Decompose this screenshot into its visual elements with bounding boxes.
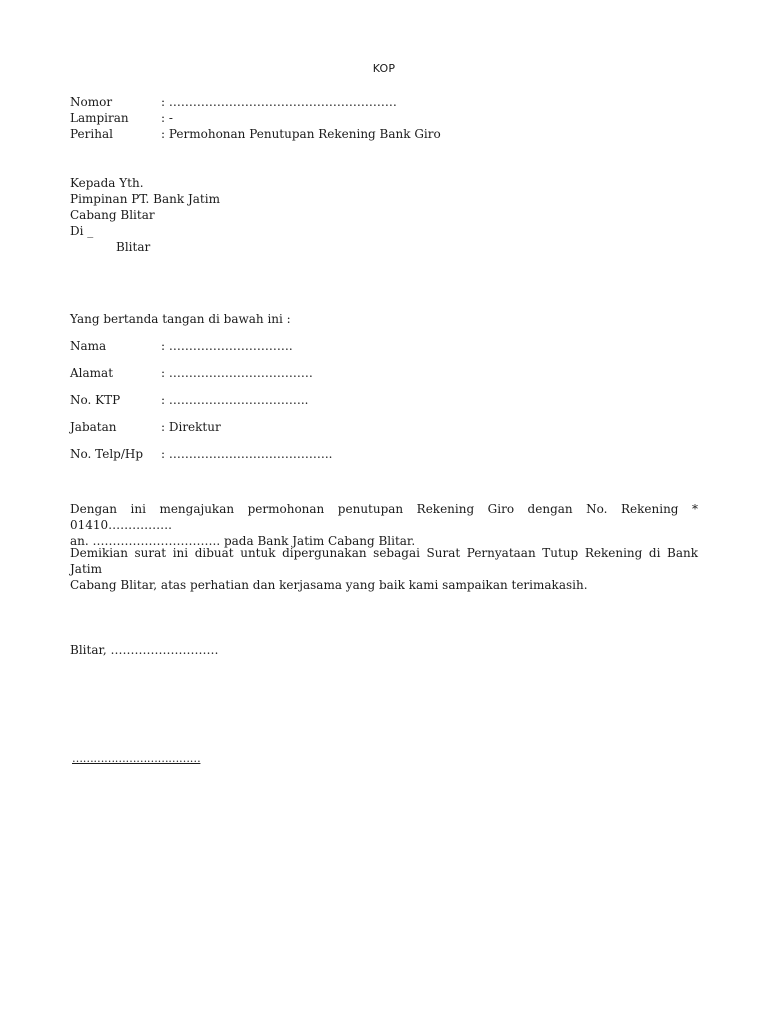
signature-line: ……………………………… — [72, 752, 201, 765]
ktp-label: No. KTP — [70, 393, 121, 407]
alamat-row — [70, 365, 313, 381]
alamat-label: Alamat — [70, 366, 114, 380]
telp-label: No. Telp/Hp — [70, 447, 144, 461]
nama-row — [70, 338, 293, 354]
request-paragraph — [70, 501, 698, 549]
telp-row — [70, 446, 333, 462]
ktp-row — [70, 392, 309, 408]
nomor-label: Nomor — [70, 95, 113, 109]
closing-paragraph-line-1: Demikian surat ini dibuat untuk dipergunakan sebagai Surat Pernyataan Tutup Rekening di Bank Jatim — [70, 546, 698, 576]
address-line-3: Cabang Blitar — [70, 208, 155, 222]
request-paragraph-line-1: Dengan ini mengajukan permohonan penutupan Rekening Giro dengan No. Rekening * 01410……………. — [70, 502, 698, 532]
intro-text: Yang bertanda tangan di bawah ini : — [70, 312, 291, 326]
nama-label: Nama — [70, 339, 107, 353]
nomor-row — [70, 94, 397, 110]
telp-value: : ………………………………….. — [161, 447, 333, 461]
lampiran-label: Lampiran — [70, 111, 129, 125]
address-line-5: Blitar — [116, 240, 151, 254]
lampiran-row — [70, 110, 173, 126]
lampiran-value: : - — [161, 111, 173, 125]
address-line-1: Kepada Yth. — [70, 176, 144, 190]
ktp-value: : …………………………….. — [161, 393, 309, 407]
jabatan-label: Jabatan — [70, 420, 117, 434]
jabatan-value: : Direktur — [161, 420, 221, 434]
closing-paragraph — [70, 545, 698, 593]
closing-paragraph-line-2: Cabang Blitar, atas perhatian dan kerjasama yang baik kami sampaikan terimakasih. — [70, 578, 588, 592]
jabatan-row — [70, 419, 221, 435]
nomor-value: : ………………………………………………… — [161, 95, 397, 109]
perihal-value: : Permohonan Penutupan Rekening Bank Giro — [161, 127, 441, 141]
letterhead-placeholder: KOP — [372, 62, 396, 75]
request-paragraph-line-2: an. ………………………….. pada Bank Jatim Cabang Blitar. — [70, 534, 416, 548]
place-date: Blitar, ……………………… — [70, 643, 219, 657]
alamat-value: : ……………………………… — [161, 366, 313, 380]
nama-value: : …………………………. — [161, 339, 293, 353]
address-line-2: Pimpinan PT. Bank Jatim — [70, 192, 220, 206]
perihal-row — [70, 126, 441, 142]
perihal-label: Perihal — [70, 127, 113, 141]
address-line-4: Di _ — [70, 224, 94, 238]
